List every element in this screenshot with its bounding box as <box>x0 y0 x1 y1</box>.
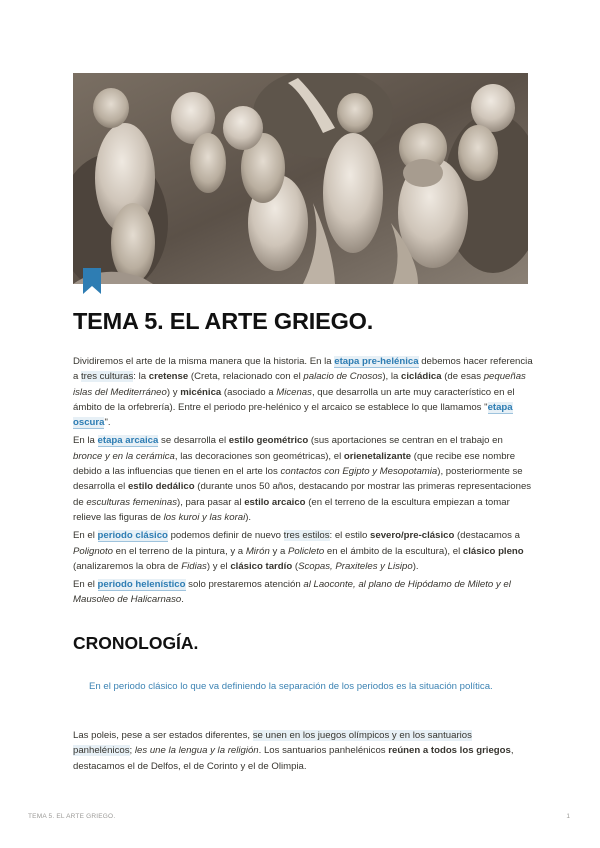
page-title: TEMA 5. EL ARTE GRIEGO. <box>73 308 374 334</box>
poleis-paragraph <box>73 728 533 774</box>
page-number: 1 <box>566 813 570 820</box>
italic-fidias: Fidias <box>181 560 207 572</box>
text: (que recibe ese nombre debido a las influencias que tienen en el arte los <box>73 450 516 478</box>
bold-estilo-arcaico: estilo arcaico <box>244 496 306 508</box>
highlight-juegos: se unen en los juegos olímpicos y en los santuarios panhelénicos <box>73 730 472 757</box>
text: debemos hacer referencia a <box>73 356 533 383</box>
text: En el <box>73 579 98 591</box>
italic-contactos: contactos con Egipto y Mesopotamia <box>280 466 438 478</box>
bold-cretense: cretense <box>148 371 189 383</box>
text: podemos definir de nuevo <box>167 530 284 542</box>
text: ; <box>129 745 135 757</box>
italic-polignoto: Polignoto <box>73 545 114 557</box>
bold-severo: severo/pre-clásico <box>370 530 455 542</box>
highlight-tres-estilos: tres estilos <box>283 530 330 542</box>
italic-palacio-cnosos: palacio de Cnosos <box>303 371 383 383</box>
section-heading-cronologia: CRONOLOGÍA. <box>73 633 199 653</box>
italic-scopas: Scopas, Praxiteles y Lisipo <box>298 560 413 572</box>
italic-miron: Mirón <box>245 545 270 557</box>
text: : la <box>133 371 149 383</box>
bold-clasico-pleno: clásico pleno <box>462 545 524 557</box>
callout-text: En el periodo clásico lo que va definiendo la separación de los periodos es la situación política. <box>89 681 493 692</box>
text: ), la <box>382 371 402 383</box>
bold-clasico-tardio: clásico tardío <box>230 560 293 572</box>
italic-esculturas-femeninas: esculturas femeninas <box>86 496 177 508</box>
text: ( <box>292 560 299 572</box>
italic-lengua-religion: les une la lengua y la religión <box>134 745 259 757</box>
italic-micenas: Micenas <box>276 386 312 398</box>
text: ) y el <box>206 560 231 572</box>
text: ". <box>104 417 111 429</box>
text: : el estilo <box>329 530 371 542</box>
bold-reunen: reúnen a todos los griegos <box>388 745 511 757</box>
footer-title: TEMA 5. EL ARTE GRIEGO. <box>28 813 116 820</box>
text: . <box>181 594 184 606</box>
text: , que desarrolla un arte muy característico en el ámbito de la orfebrería). Entre el periodo pre-helénico y el arcaico se establece lo que llamamos " <box>73 386 515 413</box>
bold-estilo-dedalico: estilo dedálico <box>127 481 195 493</box>
text: Las poleis, pese a ser estados diferentes, <box>73 730 253 741</box>
link-periodo-helenistico[interactable]: periodo helenístico <box>97 579 186 591</box>
text: Dividiremos el arte de la misma manera que la historia. En la <box>73 356 335 367</box>
text: , las decoraciones son geométricas), el <box>174 450 344 462</box>
text: y a <box>269 545 288 557</box>
text: en el terreno de la pintura, y a <box>113 545 246 557</box>
bold-micenica: micénica <box>180 386 222 398</box>
intro-paragraph-2 <box>73 433 533 525</box>
text: ). <box>245 511 252 523</box>
text: , destacamos el de Delfos, el de Corinto y el de Olimpia. <box>73 745 514 772</box>
link-etapa-arcaica[interactable]: etapa arcaica <box>97 435 159 447</box>
text: (asociado a <box>221 386 277 398</box>
text: En el <box>73 530 98 542</box>
text: (durante unos 50 años, destacando por mostrar las primeras representaciones de <box>73 481 532 508</box>
text: (analizaremos la obra de <box>73 560 182 572</box>
link-etapa-oscura[interactable]: etapa oscura <box>73 401 513 429</box>
bookmark-icon <box>83 268 101 294</box>
text: ), para pasar al <box>177 496 245 508</box>
italic-bronce: bronce y en la cerámica <box>73 450 175 462</box>
text: se desarrolla el <box>158 435 229 447</box>
link-periodo-clasico[interactable]: periodo clásico <box>97 530 168 542</box>
italic-kuroi-korai: los kuroi y las korai <box>163 511 246 523</box>
bold-estilo-geometrico: estilo geométrico <box>228 435 309 447</box>
text: (en el terreno de la escultura empiezan a tomar relieve las figuras de <box>73 496 510 523</box>
intro-paragraph-1 <box>73 354 533 430</box>
poleis-section <box>73 728 533 774</box>
intro-section <box>73 354 533 611</box>
intro-paragraph-3 <box>73 528 533 574</box>
text: (de esas <box>441 371 484 383</box>
text: en el ámbito de la escultura), el <box>324 545 463 557</box>
bold-ciclade: cicládica <box>401 371 442 383</box>
text: (Creta, relacionado con el <box>188 371 304 383</box>
italic-islas: pequeñas islas del Mediterráneo <box>73 371 526 398</box>
text: ). <box>412 560 419 572</box>
link-etapa-pre-helenica[interactable]: etapa pre-helénica <box>334 356 419 367</box>
italic-policleto: Policleto <box>287 545 325 557</box>
text: ), posteriormente se desarrolla el <box>73 466 523 493</box>
bold-orientalizante: orienetalizante <box>343 450 412 462</box>
text: (sus aportaciones se centran en el trabajo en <box>308 435 503 447</box>
highlight-tres-culturas: tres culturas <box>81 371 134 383</box>
text: solo prestaremos atención <box>185 579 304 591</box>
italic-laoconte: al Laoconte, al plano de Hipódamo de Mileto y el Mausoleo de Halicarnaso <box>73 579 511 606</box>
text: ) y <box>166 386 181 398</box>
intro-paragraph-4 <box>73 577 533 608</box>
cover-image <box>73 73 528 284</box>
text: En la <box>73 435 98 447</box>
text: . Los santuarios panhelénicos <box>258 745 389 757</box>
text: (destacamos a <box>454 530 520 542</box>
